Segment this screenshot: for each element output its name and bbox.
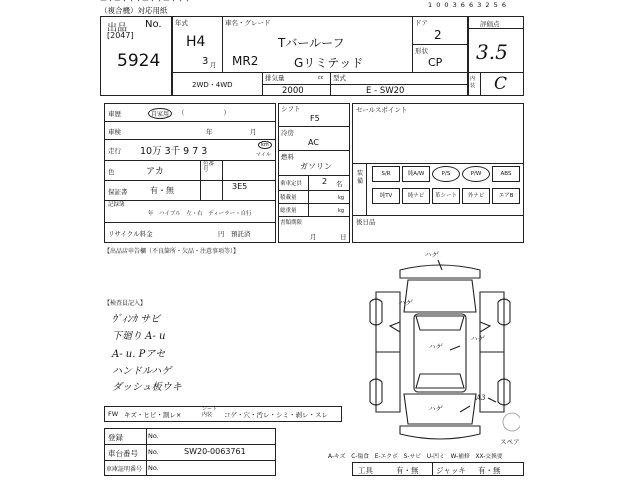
year-label: 年式 [175,19,188,27]
lot-number: 5924 [117,51,161,71]
inspection-month: 月 [250,128,257,136]
ac-value: AC [308,138,319,147]
equip-ext-navi: 外ナビ [462,188,490,204]
inspector-line-5: ダッシュ板ウキ [112,382,182,393]
interior-label: 内装 [470,76,476,89]
rating-label: 評価点 [480,20,500,28]
shift-label: シフト [281,105,301,113]
damage-mark-rear: ハゲ [428,405,442,413]
equip-tv: 純TV [372,188,400,204]
equipment-label: 装備 [357,170,364,185]
lot-label: 出品 [107,23,127,34]
capacity-value: 2 [322,177,328,186]
legend-items: キズ・ヒビ・割レ× [124,411,188,419]
legend-prefix: FW [108,410,119,418]
spare-tire-label: スペア [500,438,520,446]
type-label: 型式 [333,74,346,82]
color-no-label: 色番号 [203,161,215,173]
year-month: 3 [202,56,209,67]
inspection-label: 車検 [108,128,121,136]
chassis-label: 車台番号 [108,449,138,458]
equip-navi: 純ナビ [402,188,430,204]
sales-point-label: セールスポイント [356,106,408,114]
displacement-unit: cc [318,75,324,81]
inspector-line-1: ｳﾞｨﾝｶ サビ [112,314,161,325]
jack-value: 有・無 [478,466,501,475]
load-unit: kg [338,195,345,201]
color-no: 3E5 [232,182,248,191]
model-grade: Gリミテッド [294,56,364,70]
capacity-label: 乗車定員 [280,181,303,187]
record-label: 記録簿 [108,202,125,208]
form-subtitle: （複合機）対応用紙 [100,6,168,15]
year-era: H4 [186,34,206,50]
equip-alloy-wheels: 純A/W [402,166,430,182]
tools-value: 有・無 [396,466,419,475]
inspector-line-4: ハンドルハゲ [112,366,172,377]
displacement-label: 排気量 [265,74,285,82]
damage-key-legend: A-キズ C-傷食 E-エクボ S-サビ U-凹ミ W-補修 XX-交換要 [328,454,503,460]
equip-power-windows: P/W [462,166,490,182]
weight-unit: kg [338,208,345,214]
reg-no-label: No. [148,432,159,440]
mileage-label: 走行 [108,147,121,155]
doors-value: 2 [434,28,442,42]
history-value: 自家用 [148,108,172,119]
legend-seat-label: シート内装 [202,406,218,418]
warranty-value: 有・無 [150,186,174,195]
fuel-label: 燃料 [281,153,294,161]
equip-leather-seat: 革シート [432,188,460,204]
lot-no-label: No. [145,19,162,30]
color-label: 色 [108,168,115,176]
shape-value: CP [428,56,443,69]
doc-label: 書類期限 [280,220,303,226]
drive-options: 2WD・4WD [192,81,233,89]
serial-number: 1 0 0 3 6 6 3 2 5 6 [428,1,507,9]
notes-header: 【出品店申告欄（不良箇所・欠品・注意事項等）】 [104,248,240,255]
inspection-year: 年 [206,128,213,136]
damage-mark-roof: ハゲ [428,343,442,351]
lot-box [100,16,172,96]
model-label: 車名・グレード [225,19,271,27]
displacement-value: 2000 [282,86,304,96]
car-damage-diagram [360,252,520,452]
rating-score: 3.5 [476,40,508,64]
inspector-label: 【検査員記入】 [104,300,147,307]
inspector-line-2: 下廻り A- u [112,331,166,342]
recycle-label: リサイクル料金 [108,230,153,238]
inspector-line-3: A- u. Pアセ [112,349,166,360]
mileage-value: 10万 3千 9 7 3 [140,146,208,157]
history-label: 車歴 [108,110,121,118]
damage-mark-right: ハゲ [470,335,484,343]
header-cut-text: ー・ー・・・ー・・ー・・・ [100,0,191,5]
equip-sunroof: S/R [372,166,400,182]
color-value: アカ [146,167,164,177]
doc-day: 日 [340,233,347,241]
doc-month: 月 [310,233,317,241]
equip-power-steering: P/S [432,166,460,182]
history-paren: （ ） [178,109,230,117]
interior-grade: C [494,74,508,94]
doors-label: ドア [415,19,428,27]
damage-mark-a3: A3 [476,394,486,402]
year-month-unit: 月 [210,61,217,69]
chassis-no-label: No. [148,448,159,456]
jack-label: ジャッキ [436,466,466,475]
equip-abs: ABS [492,166,520,182]
shape-label: 形状 [415,47,428,55]
parking-label: 車庫証明番号 [106,466,143,473]
damage-mark-hood: ハゲ [398,299,412,307]
record-items: 年 ハイブル 左・右 ディーラー・自行 [148,211,252,217]
fuel-value: ガソリン [300,162,332,171]
capacity-unit: 名 [336,180,343,188]
lot-stamp: [2047] [107,31,134,40]
type-value: E - SW20 [366,86,405,96]
model-name-line1: Tバールーフ [278,36,345,50]
ac-label: 冷房 [281,129,294,137]
equip-airbag: エアB [492,188,520,204]
load-label: 積載量 [280,195,297,201]
damage-mark-front: ハゲ [424,251,438,259]
parking-no-label: No. [148,464,159,472]
shift-value: F5 [310,114,320,123]
tools-label: 工具 [358,466,373,475]
chassis-value: SW20-0063761 [184,447,246,456]
mileage-unit-km: km [258,141,272,149]
warranty-label: 保証書 [108,188,128,196]
weight-label: 総重量 [280,208,297,214]
legend-rest: コゲ・穴・汚レ・シミ・剥レ・スレ [224,411,328,419]
model-name: MR2 [232,54,259,68]
mileage-unit-mile: マイル [256,152,271,158]
reg-label: 登録 [108,433,123,442]
recycle-value: 円 預託済 [218,230,251,238]
rear-area-label: 後日品 [356,218,376,226]
